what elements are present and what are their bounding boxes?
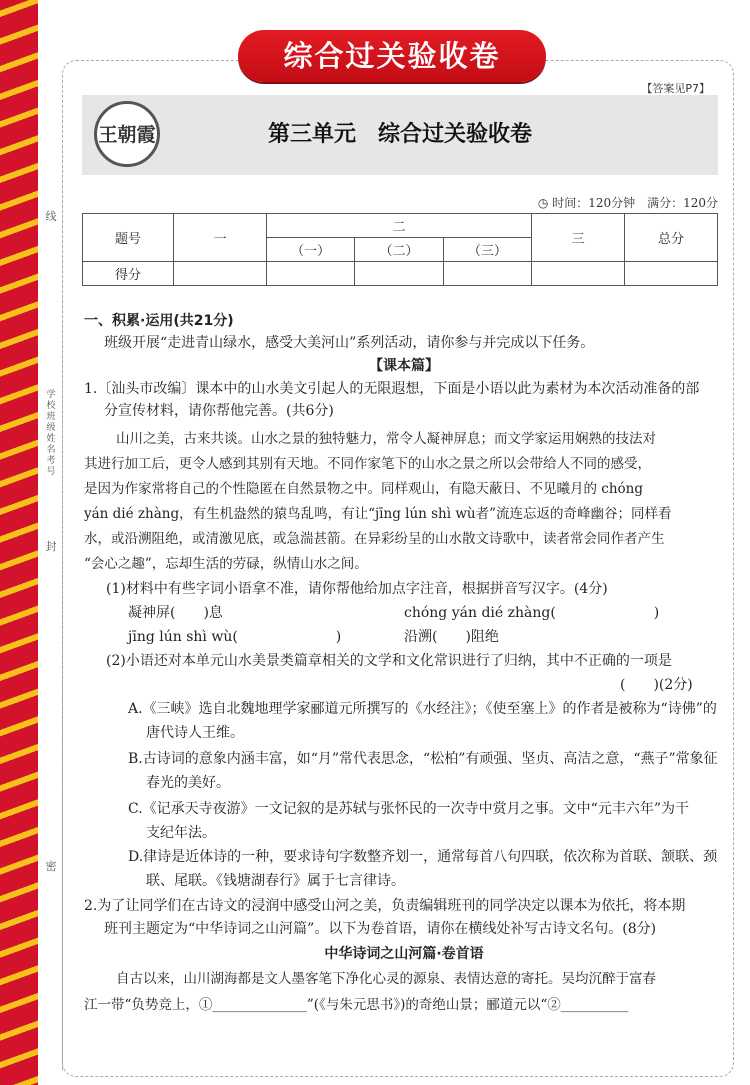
score-cell[interactable] bbox=[267, 262, 355, 286]
score-cell[interactable] bbox=[625, 262, 718, 286]
preface-line: 自古以来，山川湖海都是文人墨客笔下净化心灵的源泉、表情达意的寄托。吴均沉醉于富春 bbox=[116, 971, 656, 987]
option-d-cont: 联、尾联。《钱塘湖春行》属于七言律诗。 bbox=[146, 873, 405, 889]
header-part-three: 三 bbox=[532, 214, 625, 262]
margin-secret-char: 密 bbox=[45, 860, 57, 873]
q1-stem: 1.〔汕头市改编〕课本中的山水美文引起人的无限遐想，下面是小语以此为素材为本次活动准备的部 bbox=[84, 381, 700, 397]
q1-sub2: (2)小语还对本单元山水美景类篇章相关的文学和文化常识进行了归纳，其中不正确的一项是 bbox=[106, 653, 672, 669]
score-label: 得分 bbox=[83, 262, 174, 286]
preface-line-blanks[interactable]: 江一带“负势竞上，①______________”(《与朱元思书》)的奇绝山景；郦道元以“②__________ bbox=[84, 997, 629, 1013]
title-bar bbox=[82, 95, 718, 175]
q1-stem-cont: 分宣传材料，请你帮他完善。(共6分) bbox=[104, 403, 334, 419]
clock-icon: ◷ bbox=[537, 196, 549, 210]
option-a-cont: 唐代诗人王维。 bbox=[146, 725, 244, 741]
passage-line: 其进行加工后，更令人感到其别有天地。不同作家笔下的山水之景之所以会带给人不同的感受， bbox=[84, 456, 651, 472]
time-info bbox=[538, 194, 718, 211]
option-b-cont: 春光的美好。 bbox=[146, 775, 230, 791]
time-score-text: 时间：120分钟 满分：120分 bbox=[552, 196, 718, 210]
score-cell[interactable] bbox=[174, 262, 267, 286]
passage-line: 山川之美，古来共谈。山水之景的独特魅力，常令人凝神屏息；而文学家运用娴熟的技法对 bbox=[116, 431, 656, 447]
answer-blank[interactable]: ( )(2分) bbox=[620, 677, 693, 693]
q1-sub1: (1)材料中有些字词小语拿不准，请你帮他给加点字注音，根据拼音写汉字。(4分) bbox=[106, 581, 608, 597]
score-cell[interactable] bbox=[355, 262, 443, 286]
header-part-two: 二 bbox=[267, 214, 532, 238]
exam-banner: 综合过关验收卷 bbox=[238, 30, 546, 82]
blank-pingxi[interactable]: 凝神屏( )息 bbox=[128, 605, 223, 621]
margin-line-char: 线 bbox=[45, 210, 57, 223]
margin-student-labels: 学校 班级 姓名 考号 bbox=[46, 390, 56, 477]
option-d[interactable]: D.律诗是近体诗的一种，要求诗句字数整齐划一，通常每首八句四联，依次称为首联、颔联、颈 bbox=[128, 849, 718, 865]
option-c[interactable]: C.《记承天寺夜游》一文记叙的是苏轼与张怀民的一次寺中赏月之事。文中“元丰六年”为干 bbox=[128, 801, 689, 817]
passage-line: “会心之趣”，忘却生活的劳碌，纵情山水之间。 bbox=[84, 556, 368, 572]
passage-line: 是因为作家常将自己的个性隐匿在自然景物之中。同样观山，有隐天蔽日、不见曦月的 chóng bbox=[84, 481, 644, 497]
unit-title: 第三单元 综合过关验收卷 bbox=[267, 122, 532, 147]
blank-jinglun[interactable]: jīng lún shì wù( ) bbox=[128, 629, 342, 645]
decorative-stripe bbox=[0, 0, 38, 1085]
brand-logo: 王朝霞 bbox=[94, 101, 160, 167]
score-cell[interactable] bbox=[443, 262, 531, 286]
score-table bbox=[82, 213, 718, 286]
score-cell[interactable] bbox=[532, 262, 625, 286]
blank-chongyan[interactable]: chóng yán dié zhàng( ) bbox=[404, 605, 660, 621]
answer-reference: 【答案见P7】 bbox=[641, 82, 710, 95]
blank-yansu[interactable]: 沿溯( )阻绝 bbox=[404, 629, 499, 645]
header-total: 总分 bbox=[625, 214, 718, 262]
passage-line: 水，或沿溯阻绝，或清激见底，或急湍甚箭。在异彩纷呈的山水散文诗歌中，读者常会同作者产生 bbox=[84, 531, 665, 547]
margin-seal-char: 封 bbox=[45, 540, 57, 553]
header-sub-one: （一） bbox=[267, 238, 355, 262]
option-a[interactable]: A.《三峡》选自北魏地理学家郦道元所撰写的《水经注》；《使至塞上》的作者是被称为“诗佛”的 bbox=[128, 701, 717, 717]
q2-stem: 2.为了让同学们在古诗文的浸润中感受山河之美，负责编辑班刊的同学决定以课本为依托，将本期 bbox=[84, 898, 686, 914]
section-intro: 班级开展“走进青山绿水，感受大美河山”系列活动，请你参与并完成以下任务。 bbox=[104, 335, 595, 351]
section-title: 一、积累·运用(共21分) bbox=[84, 313, 234, 329]
header-item: 题号 bbox=[83, 214, 174, 262]
option-c-cont: 支纪年法。 bbox=[146, 825, 216, 841]
passage-line: yán dié zhàng，有生机盎然的猿鸟乱鸣，有让“jīng lún shì wù者”流连忘返的奇峰幽谷；同样看 bbox=[84, 506, 672, 522]
option-b[interactable]: B.古诗词的意象内涵丰富，如“月”常代表思念，“松柏”有顽强、坚贞、高洁之意，“燕子”常象征 bbox=[128, 751, 718, 767]
q2-stem-cont: 班刊主题定为“中华诗词之山河篇”。以下为卷首语，请你在横线处补写古诗文名句。(8分) bbox=[104, 921, 657, 937]
header-sub-three: （三） bbox=[443, 238, 531, 262]
textbook-heading: 【课本篇】 bbox=[369, 358, 439, 374]
preface-heading: 中华诗词之山河篇·卷首语 bbox=[324, 946, 484, 962]
header-part-one: 一 bbox=[174, 214, 267, 262]
header-sub-two: （二） bbox=[355, 238, 443, 262]
